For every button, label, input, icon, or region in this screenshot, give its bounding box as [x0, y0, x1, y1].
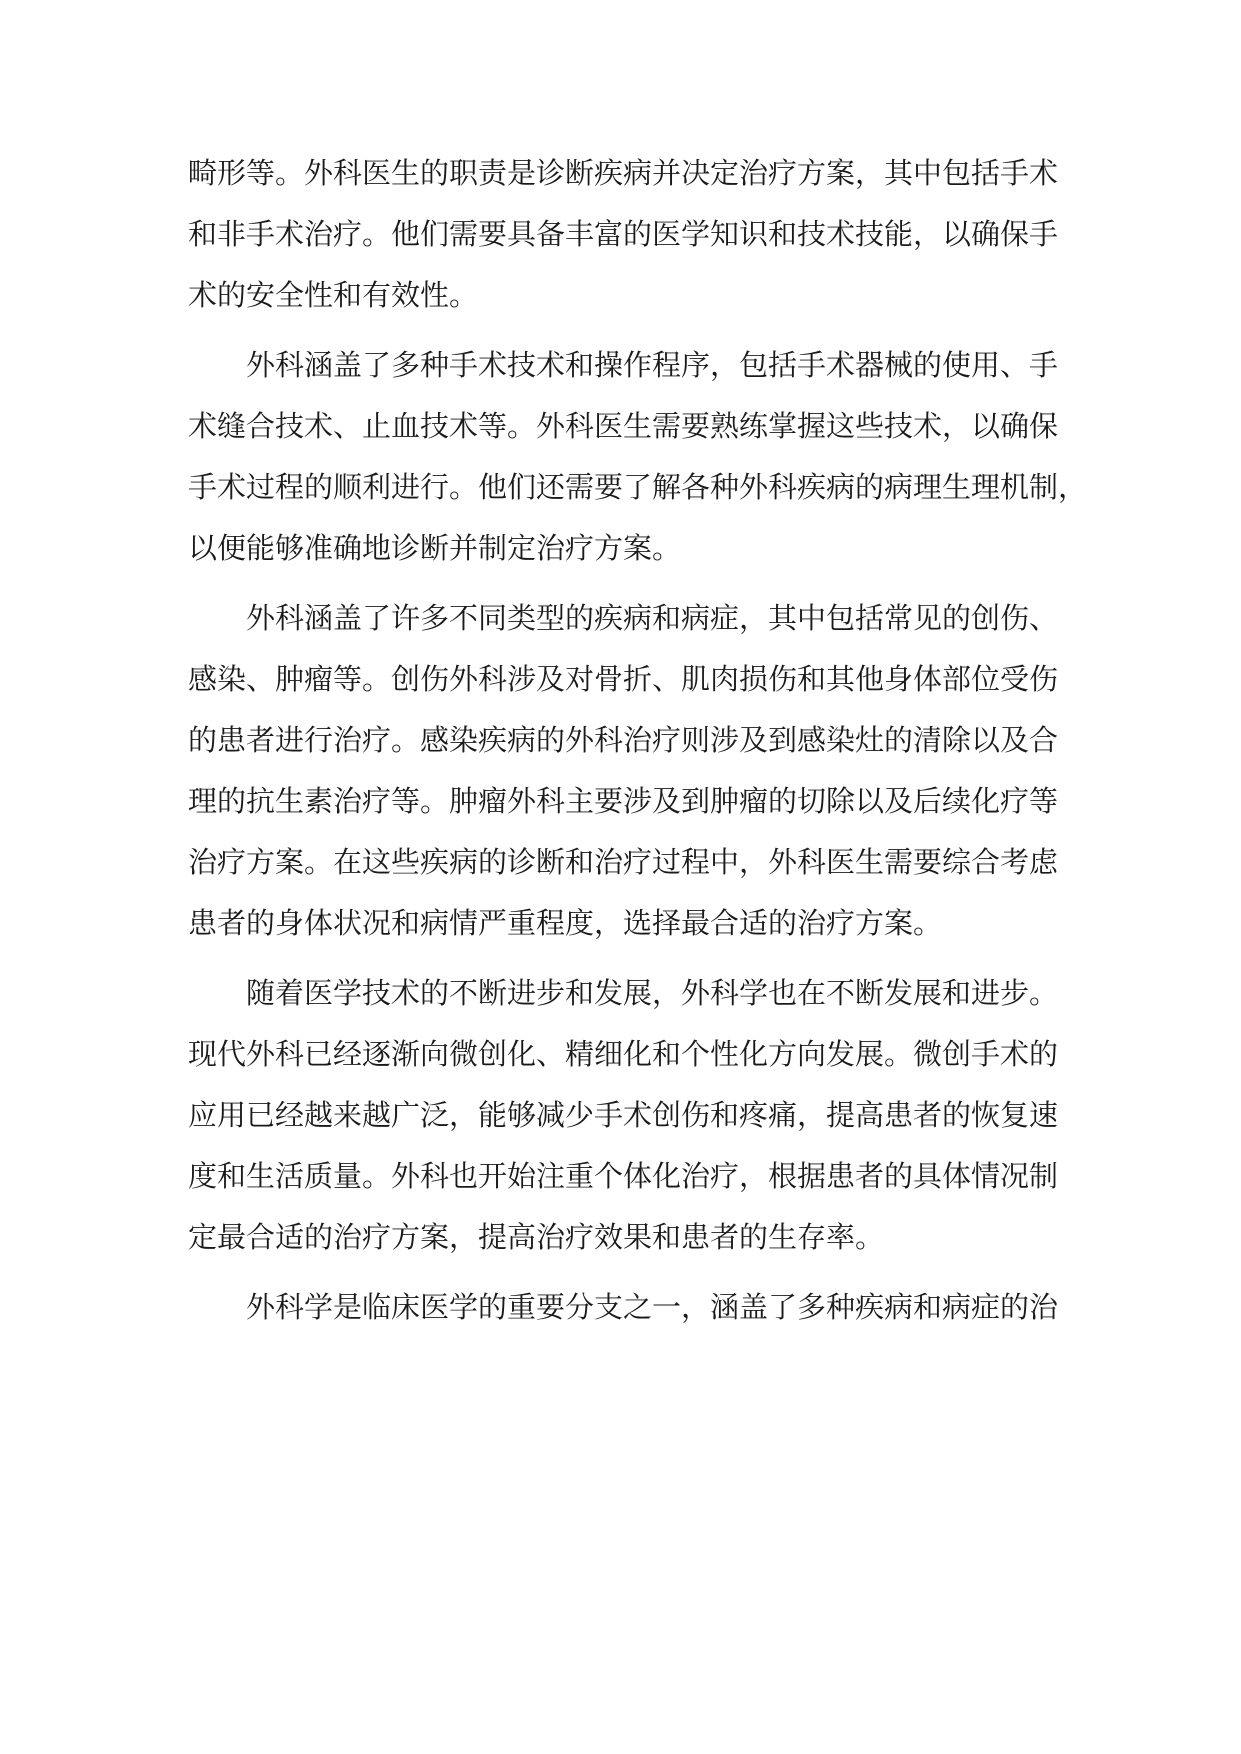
paragraph-1	[188, 143, 1058, 326]
text-line: 患者的身体状况和病情严重程度，选择最合适的治疗方案。	[188, 906, 943, 940]
paragraph-gap	[188, 954, 1058, 963]
text-line: 畸形等。外科医生的职责是诊断疾病并决定治疗方案，其中包括手术	[188, 156, 1059, 190]
text-line: 现代外科已经逐渐向微创化、精细化和个性化方向发展。微创手术的	[188, 1037, 1059, 1071]
text-line: 理的抗生素治疗等。肿瘤外科主要涉及到肿瘤的切除以及后续化疗等	[188, 784, 1059, 818]
text-line: 术的安全性和有效性。	[188, 278, 479, 312]
text-line: 外科涵盖了多种手术技术和操作程序，包括手术器械的使用、手	[246, 348, 1059, 382]
paragraph-gap	[188, 1268, 1058, 1277]
text-line: 度和生活质量。外科也开始注重个体化治疗，根据患者的具体情况制	[188, 1159, 1059, 1193]
text-line: 感染、肿瘤等。创伤外科涉及对骨折、肌肉损伤和其他身体部位受伤	[188, 662, 1059, 696]
text-line: 外科学是临床医学的重要分支之一，涵盖了多种疾病和病症的治	[246, 1290, 1059, 1324]
paragraph-5	[188, 1277, 1058, 1338]
text-line: 以便能够准确地诊断并制定治疗方案。	[188, 531, 682, 565]
paragraph-gap	[188, 326, 1058, 335]
paragraph-3	[188, 588, 1058, 954]
text-line: 定最合适的治疗方案，提高治疗效果和患者的生存率。	[188, 1220, 885, 1254]
paragraph-2	[188, 335, 1088, 579]
text-line: 外科涵盖了许多不同类型的疾病和病症，其中包括常见的创伤、	[246, 601, 1059, 635]
paragraph-gap	[188, 579, 1058, 588]
body-text	[188, 143, 1088, 1338]
text-line: 和非手术治疗。他们需要具备丰富的医学知识和技术技能，以确保手	[188, 217, 1059, 251]
text-line: 术缝合技术、止血技术等。外科医生需要熟练掌握这些技术，以确保	[188, 409, 1059, 443]
text-line: 的患者进行治疗。感染疾病的外科治疗则涉及到感染灶的清除以及合	[188, 723, 1059, 757]
paragraph-4	[188, 963, 1058, 1268]
text-line: 治疗方案。在这些疾病的诊断和治疗过程中，外科医生需要综合考虑	[188, 845, 1059, 879]
text-line: 应用已经越来越广泛，能够减少手术创伤和疼痛，提高患者的恢复速	[188, 1098, 1059, 1132]
text-line: 手术过程的顺利进行。他们还需要了解各种外科疾病的病理生理机制，	[188, 470, 1088, 504]
text-line: 随着医学技术的不断进步和发展，外科学也在不断发展和进步。	[246, 976, 1059, 1010]
